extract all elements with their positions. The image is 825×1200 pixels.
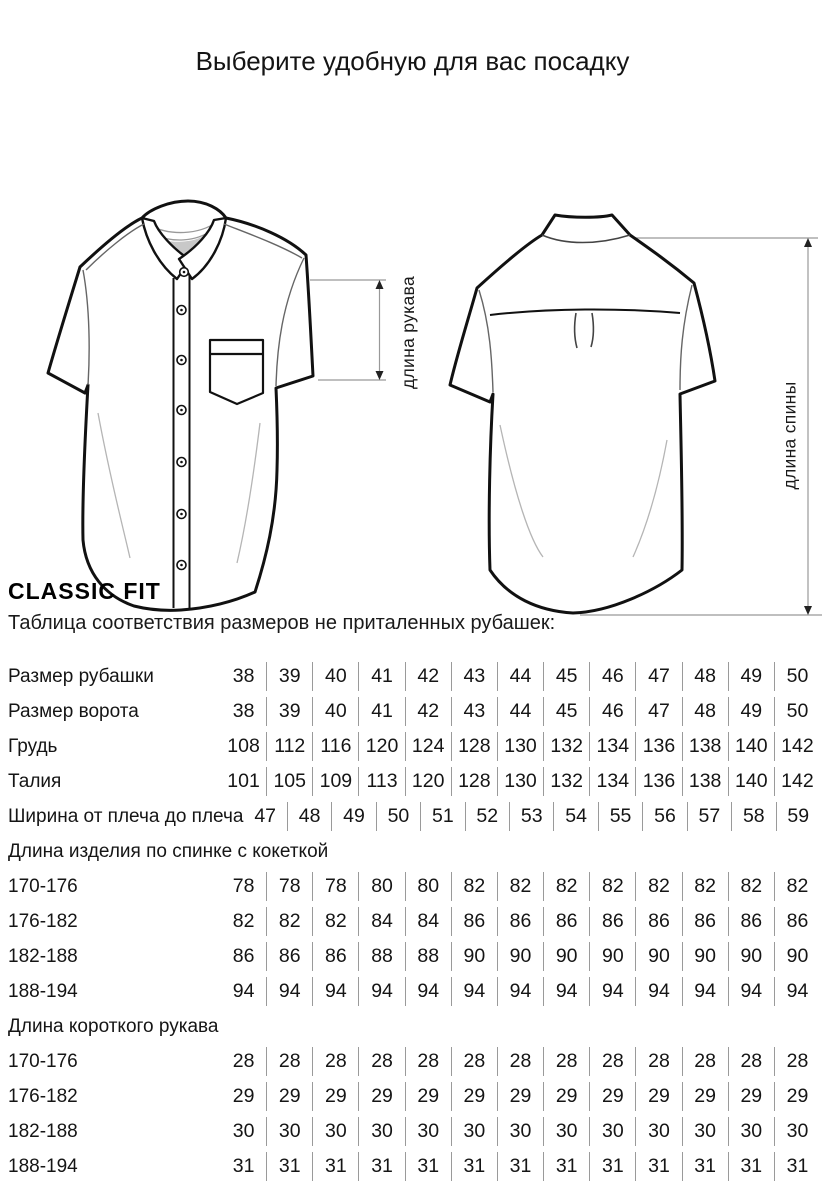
size-value: 28	[728, 1047, 774, 1076]
size-value: 86	[774, 907, 820, 936]
size-value: 90	[497, 942, 543, 971]
size-value: 48	[682, 662, 728, 691]
table-row	[8, 767, 820, 796]
size-value: 82	[635, 872, 681, 901]
size-value: 29	[451, 1082, 497, 1111]
size-value: 140	[728, 732, 774, 761]
size-value: 29	[589, 1082, 635, 1111]
size-value: 82	[266, 907, 312, 936]
size-value: 49	[728, 697, 774, 726]
table-row	[8, 942, 820, 971]
size-value: 136	[635, 767, 681, 796]
row-label: Талия	[8, 771, 62, 792]
back-length-label-text: длина спины	[779, 380, 800, 490]
shirt-diagrams	[0, 90, 825, 570]
size-value: 86	[266, 942, 312, 971]
size-value: 41	[358, 662, 404, 691]
size-value: 46	[589, 697, 635, 726]
size-value: 86	[589, 907, 635, 936]
size-value: 50	[376, 802, 420, 831]
size-value: 142	[774, 732, 820, 761]
row-label: 170-176	[8, 876, 78, 897]
back-length-label	[773, 377, 807, 493]
size-value: 54	[553, 802, 597, 831]
size-value: 94	[358, 977, 404, 1006]
size-value: 46	[589, 662, 635, 691]
size-value: 28	[358, 1047, 404, 1076]
size-value: 30	[589, 1117, 635, 1146]
size-value: 28	[232, 1050, 255, 1072]
size-value: 28	[682, 1047, 728, 1076]
sleeve-length-dimension	[310, 280, 386, 380]
size-value: 31	[358, 1152, 404, 1181]
size-value: 40	[312, 662, 358, 691]
size-value: 50	[774, 662, 820, 691]
size-value: 86	[635, 907, 681, 936]
size-value: 31	[451, 1152, 497, 1181]
size-value: 53	[509, 802, 553, 831]
size-value: 28	[543, 1047, 589, 1076]
size-value: 101	[227, 770, 260, 792]
size-value: 29	[232, 1085, 255, 1107]
size-value: 132	[543, 767, 589, 796]
size-value: 29	[497, 1082, 543, 1111]
size-value: 29	[266, 1082, 312, 1111]
size-value: 28	[405, 1047, 451, 1076]
size-value: 82	[497, 872, 543, 901]
size-value: 78	[232, 875, 255, 897]
row-label: Длина короткого рукава	[8, 1016, 219, 1037]
size-value: 29	[312, 1082, 358, 1111]
size-value: 28	[312, 1047, 358, 1076]
size-value: 31	[497, 1152, 543, 1181]
size-value: 138	[682, 732, 728, 761]
size-value: 28	[266, 1047, 312, 1076]
size-value: 29	[682, 1082, 728, 1111]
size-value: 49	[331, 802, 375, 831]
size-value: 30	[774, 1117, 820, 1146]
size-value: 44	[497, 662, 543, 691]
size-value: 94	[451, 977, 497, 1006]
size-value: 94	[405, 977, 451, 1006]
size-value: 94	[232, 980, 255, 1002]
page-title: Выберите удобную для вас посадку	[195, 46, 630, 76]
size-value: 88	[358, 942, 404, 971]
size-value: 38	[232, 665, 255, 687]
size-value: 29	[405, 1082, 451, 1111]
size-value: 45	[543, 697, 589, 726]
size-value: 51	[420, 802, 464, 831]
size-value: 134	[589, 732, 635, 761]
size-value: 28	[635, 1047, 681, 1076]
size-value: 30	[728, 1117, 774, 1146]
size-value: 86	[312, 942, 358, 971]
size-value: 128	[451, 732, 497, 761]
size-value: 120	[358, 732, 404, 761]
size-value: 29	[358, 1082, 404, 1111]
row-label: Длина изделия по спинке с кокеткой	[8, 841, 329, 862]
size-value: 29	[774, 1082, 820, 1111]
size-value: 49	[728, 662, 774, 691]
size-value: 30	[232, 1120, 255, 1142]
size-value: 94	[543, 977, 589, 1006]
table-row	[8, 1047, 820, 1076]
size-value: 31	[312, 1152, 358, 1181]
row-label: 188-194	[8, 981, 78, 1002]
size-value: 82	[451, 872, 497, 901]
size-value: 82	[312, 907, 358, 936]
size-value: 90	[728, 942, 774, 971]
size-value: 31	[635, 1152, 681, 1181]
size-value: 80	[358, 872, 404, 901]
size-value: 130	[497, 732, 543, 761]
size-value: 42	[405, 697, 451, 726]
table-subtitle: Таблица соответствия размеров не приталенных рубашек:	[8, 612, 556, 634]
size-value: 90	[543, 942, 589, 971]
table-section-header	[8, 837, 820, 866]
size-value: 130	[497, 767, 543, 796]
size-value: 31	[728, 1152, 774, 1181]
row-label: 170-176	[8, 1051, 78, 1072]
size-value: 82	[543, 872, 589, 901]
size-value: 86	[543, 907, 589, 936]
size-value: 88	[405, 942, 451, 971]
table-row	[8, 1082, 820, 1111]
size-value: 86	[497, 907, 543, 936]
row-label: 176-182	[8, 911, 78, 932]
size-value: 31	[543, 1152, 589, 1181]
size-value: 82	[682, 872, 728, 901]
size-value: 94	[728, 977, 774, 1006]
size-value: 48	[287, 802, 331, 831]
size-value: 90	[451, 942, 497, 971]
size-value: 42	[405, 662, 451, 691]
size-value: 80	[405, 872, 451, 901]
size-value: 30	[543, 1117, 589, 1146]
size-value: 56	[642, 802, 686, 831]
size-value: 120	[405, 767, 451, 796]
size-value: 31	[774, 1152, 820, 1181]
size-value: 44	[497, 697, 543, 726]
size-value: 94	[635, 977, 681, 1006]
table-row	[8, 1152, 820, 1181]
size-value: 30	[451, 1117, 497, 1146]
size-value: 94	[774, 977, 820, 1006]
size-value: 39	[266, 697, 312, 726]
size-value: 112	[266, 732, 312, 761]
size-value: 30	[682, 1117, 728, 1146]
size-value: 94	[497, 977, 543, 1006]
shirt-back-body	[450, 215, 715, 613]
table-row	[8, 732, 820, 761]
size-value: 29	[728, 1082, 774, 1111]
table-row	[8, 662, 820, 691]
size-value: 78	[312, 872, 358, 901]
shirt-back-diagram	[430, 185, 825, 660]
size-value: 142	[774, 767, 820, 796]
size-value: 138	[682, 767, 728, 796]
table-row	[8, 1117, 820, 1146]
size-value: 82	[774, 872, 820, 901]
size-value: 86	[682, 907, 728, 936]
size-value: 52	[465, 802, 509, 831]
size-value: 132	[543, 732, 589, 761]
size-value: 47	[254, 805, 277, 827]
size-value: 113	[358, 767, 404, 796]
size-value: 28	[589, 1047, 635, 1076]
size-value: 47	[635, 697, 681, 726]
row-label: 182-188	[8, 1121, 78, 1142]
size-value: 78	[266, 872, 312, 901]
size-value: 30	[405, 1117, 451, 1146]
row-label: Размер рубашки	[8, 666, 154, 687]
size-value: 86	[232, 945, 255, 967]
size-value: 29	[543, 1082, 589, 1111]
size-value: 108	[227, 735, 260, 757]
size-value: 82	[232, 910, 255, 932]
size-value: 94	[312, 977, 358, 1006]
size-value: 58	[731, 802, 775, 831]
chest-pocket	[210, 340, 263, 404]
table-section-header	[8, 1012, 820, 1041]
size-value: 31	[682, 1152, 728, 1181]
size-value: 94	[682, 977, 728, 1006]
size-table	[8, 662, 820, 1187]
size-value: 134	[589, 767, 635, 796]
size-value: 31	[266, 1152, 312, 1181]
size-value: 31	[589, 1152, 635, 1181]
sleeve-length-label	[391, 274, 425, 390]
size-value: 31	[232, 1155, 255, 1177]
size-value: 82	[589, 872, 635, 901]
row-label: Ширина от плеча до плеча	[8, 806, 244, 827]
size-value: 84	[405, 907, 451, 936]
size-value: 28	[774, 1047, 820, 1076]
size-value: 48	[682, 697, 728, 726]
table-row	[8, 977, 820, 1006]
size-value: 90	[682, 942, 728, 971]
size-value: 30	[497, 1117, 543, 1146]
size-value: 109	[312, 767, 358, 796]
table-row	[8, 872, 820, 901]
size-value: 30	[358, 1117, 404, 1146]
size-value: 140	[728, 767, 774, 796]
size-value: 39	[266, 662, 312, 691]
size-value: 57	[687, 802, 731, 831]
size-value: 90	[589, 942, 635, 971]
size-value: 30	[266, 1117, 312, 1146]
size-value: 116	[312, 732, 358, 761]
size-value: 82	[728, 872, 774, 901]
table-row	[8, 697, 820, 726]
size-value: 105	[266, 767, 312, 796]
size-value: 30	[635, 1117, 681, 1146]
table-row	[8, 907, 820, 936]
size-value: 94	[589, 977, 635, 1006]
table-row	[8, 802, 820, 831]
size-value: 55	[598, 802, 642, 831]
row-label: Грудь	[8, 736, 58, 757]
size-value: 59	[776, 802, 820, 831]
sleeve-length-label-text: длина рукава	[397, 275, 418, 389]
row-label: 182-188	[8, 946, 78, 967]
size-value: 30	[312, 1117, 358, 1146]
size-value: 86	[728, 907, 774, 936]
size-value: 31	[405, 1152, 451, 1181]
size-value: 28	[497, 1047, 543, 1076]
size-value: 86	[451, 907, 497, 936]
size-value: 84	[358, 907, 404, 936]
size-value: 43	[451, 662, 497, 691]
size-value: 47	[635, 662, 681, 691]
size-value: 90	[774, 942, 820, 971]
size-value: 136	[635, 732, 681, 761]
size-value: 124	[405, 732, 451, 761]
size-value: 50	[774, 697, 820, 726]
size-value: 43	[451, 697, 497, 726]
size-value: 41	[358, 697, 404, 726]
size-value: 38	[232, 700, 255, 722]
size-value: 94	[266, 977, 312, 1006]
row-label: 176-182	[8, 1086, 78, 1107]
size-value: 40	[312, 697, 358, 726]
size-value: 128	[451, 767, 497, 796]
size-value: 45	[543, 662, 589, 691]
row-label: 188-194	[8, 1156, 78, 1177]
size-value: 90	[635, 942, 681, 971]
size-value: 28	[451, 1047, 497, 1076]
size-value: 29	[635, 1082, 681, 1111]
fit-heading: CLASSIC FIT	[8, 578, 161, 604]
row-label: Размер ворота	[8, 701, 139, 722]
